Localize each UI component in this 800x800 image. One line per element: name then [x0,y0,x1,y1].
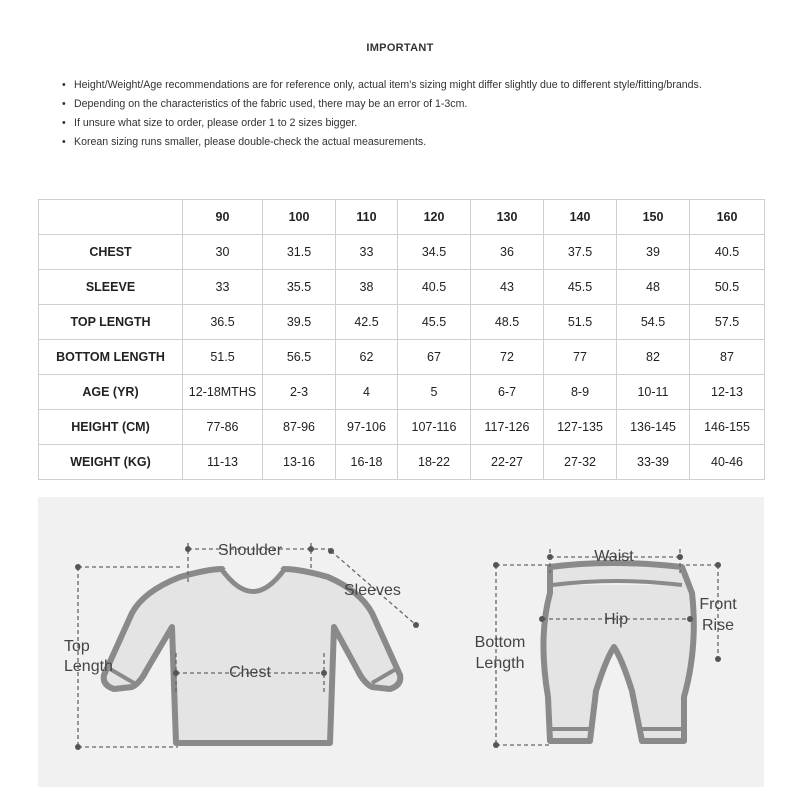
row-label: AGE (YR) [39,375,183,410]
measurement-diagram-svg [38,497,764,787]
front-rise-label-line1: Front [699,596,737,613]
table-cell: 36.5 [183,305,263,340]
table-cell: 87-96 [263,410,336,445]
table-cell: 40-46 [690,445,765,480]
table-cell: 12-18MTHS [183,375,263,410]
table-cell: 8-9 [544,375,617,410]
table-cell: 39.5 [263,305,336,340]
table-cell: 10-11 [617,375,690,410]
table-cell: 37.5 [544,235,617,270]
measure-dot [328,548,334,554]
measure-dot [687,616,693,622]
table-cell: 127-135 [544,410,617,445]
measure-dot [75,744,81,750]
table-cell: 97-106 [336,410,398,445]
note-item: • Height/Weight/Age recommendations are for reference only, actual item's sizing might differ slightly due to different style/fitting/brands. [62,76,752,95]
sleeves-label: Sleeves [344,582,401,599]
table-row [39,445,765,480]
measure-dot [677,554,683,560]
note-item: • If unsure what size to order, please order 1 to 2 sizes bigger. [62,114,752,133]
table-cell: 87 [690,340,765,375]
table-cell: 11-13 [183,445,263,480]
table-row [39,270,765,305]
table-cell: 45.5 [544,270,617,305]
bottom-length-label-line1: Bottom [474,634,526,651]
table-cell: 36 [471,235,544,270]
pants-shape [543,563,693,741]
size-header: 160 [690,200,765,235]
table-cell: 39 [617,235,690,270]
measure-dot [308,546,314,552]
table-cell: 30 [183,235,263,270]
front-rise-label-line2: Rise [701,617,735,634]
shoulder-label: Shoulder [217,542,283,559]
note-item: • Korean sizing runs smaller, please double-check the actual measurements. [62,133,752,152]
table-cell: 42.5 [336,305,398,340]
table-cell: 18-22 [398,445,471,480]
table-cell: 82 [617,340,690,375]
measure-dot [173,670,179,676]
table-cell: 77 [544,340,617,375]
table-cell: 4 [336,375,398,410]
table-cell: 77-86 [183,410,263,445]
row-label: HEIGHT (CM) [39,410,183,445]
note-item: • Depending on the characteristics of the fabric used, there may be an error of 1-3cm. [62,95,752,114]
size-header: 100 [263,200,336,235]
table-cell: 51.5 [183,340,263,375]
row-label: WEIGHT (KG) [39,445,183,480]
table-cell: 54.5 [617,305,690,340]
table-cell: 43 [471,270,544,305]
table-cell: 48 [617,270,690,305]
table-cell: 57.5 [690,305,765,340]
table-cell: 62 [336,340,398,375]
size-chart-table [38,199,765,480]
table-row [39,375,765,410]
size-header: 90 [183,200,263,235]
size-header: 110 [336,200,398,235]
important-notes [62,76,752,152]
top-length-label-line1: Top [64,638,90,655]
table-header-row [39,200,765,235]
measure-dot [75,564,81,570]
bottom-length-label-line2: Length [475,655,525,672]
table-cell: 12-13 [690,375,765,410]
measure-dot [493,562,499,568]
measure-dot [539,616,545,622]
table-cell: 16-18 [336,445,398,480]
size-header: 120 [398,200,471,235]
top-length-label-line2: Length [64,658,113,675]
table-cell: 48.5 [471,305,544,340]
row-label: TOP LENGTH [39,305,183,340]
measure-dot [715,656,721,662]
table-cell: 38 [336,270,398,305]
table-row [39,305,765,340]
table-corner-cell [39,200,183,235]
table-cell: 13-16 [263,445,336,480]
important-title: IMPORTANT [366,42,434,54]
row-label: CHEST [39,235,183,270]
measure-dot [185,546,191,552]
table-row [39,410,765,445]
table-cell: 72 [471,340,544,375]
table-cell: 33 [336,235,398,270]
waist-label: Waist [594,548,634,565]
table-cell: 34.5 [398,235,471,270]
table-cell: 67 [398,340,471,375]
row-label: BOTTOM LENGTH [39,340,183,375]
table-cell: 136-145 [617,410,690,445]
size-header: 140 [544,200,617,235]
row-label: SLEEVE [39,270,183,305]
measure-dot [321,670,327,676]
table-cell: 33 [183,270,263,305]
table-cell: 2-3 [263,375,336,410]
table-cell: 33-39 [617,445,690,480]
table-cell: 50.5 [690,270,765,305]
table-cell: 31.5 [263,235,336,270]
table-row [39,235,765,270]
table-cell: 22-27 [471,445,544,480]
measure-dot [547,554,553,560]
pants-waistband [552,581,682,585]
table-cell: 27-32 [544,445,617,480]
hip-label: Hip [603,611,629,628]
bottom-garment-illustration [543,563,693,741]
table-cell: 51.5 [544,305,617,340]
table-row [39,340,765,375]
table-cell: 117-126 [471,410,544,445]
table-cell: 5 [398,375,471,410]
table-cell: 40.5 [398,270,471,305]
size-header: 130 [471,200,544,235]
measure-dot [715,562,721,568]
table-cell: 40.5 [690,235,765,270]
table-cell: 6-7 [471,375,544,410]
table-cell: 35.5 [263,270,336,305]
chest-label: Chest [229,664,271,681]
size-header: 150 [617,200,690,235]
table-cell: 56.5 [263,340,336,375]
measurement-diagram [38,497,764,787]
measure-dot [413,622,419,628]
table-cell: 146-155 [690,410,765,445]
table-cell: 107-116 [398,410,471,445]
measure-dot [493,742,499,748]
table-cell: 45.5 [398,305,471,340]
